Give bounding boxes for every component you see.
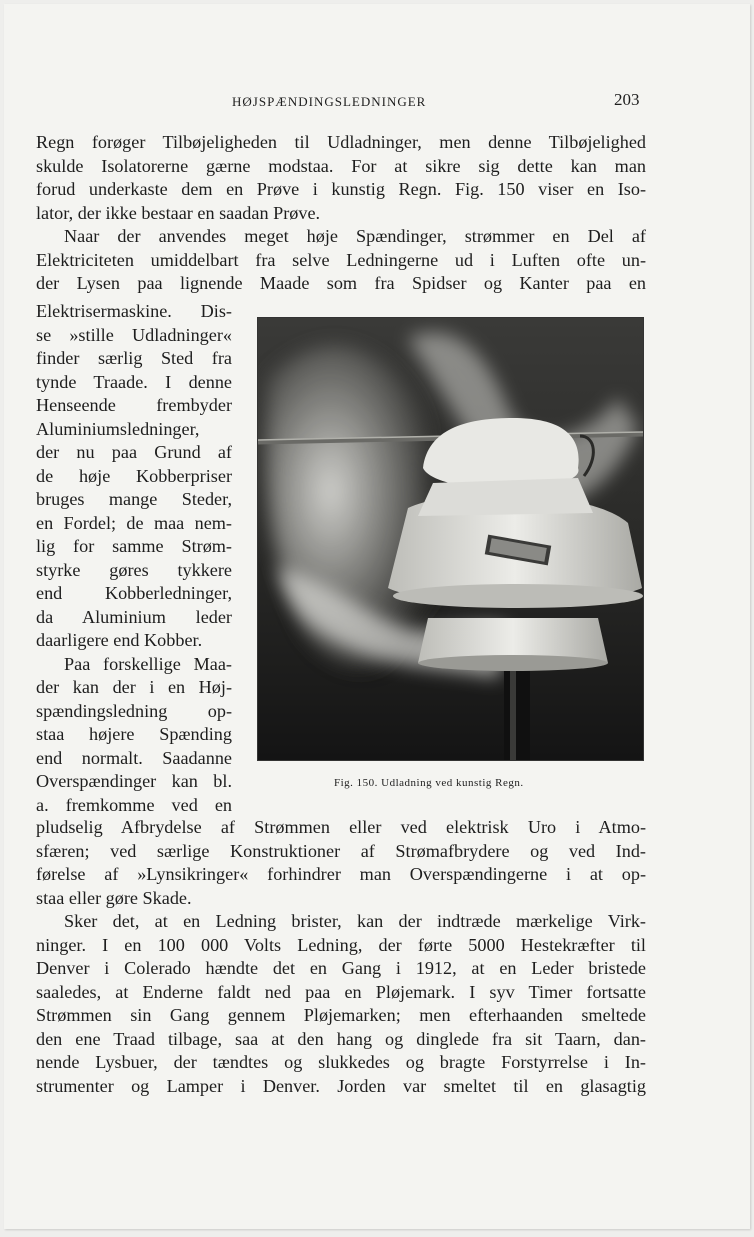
text-line: Elektrisermaskine. Dis-	[36, 301, 232, 321]
text-block-narrow	[36, 300, 232, 817]
text-line: lig for samme Strøm-	[36, 536, 232, 556]
text-line: Overspændinger kan bl.	[36, 771, 232, 791]
text-line: Elektriciteten umiddelbart fra selve Ledningerne ud i Luften ofte un-	[36, 249, 646, 270]
text-line: end Kobberledninger,	[36, 583, 232, 603]
text-line: tynde Traade. I denne	[36, 371, 232, 392]
text-line: styrke gøres tykkere	[36, 559, 232, 580]
text-line: førelse af »Lynsikringer« forhindrer man Overspændingerne i at op-	[36, 864, 646, 884]
text-line: Naar der anvendes meget høje Spændinger, strømmer en Del af	[64, 226, 646, 246]
text-line: lator, der ikke bestaar en saadan Prøve.	[36, 202, 321, 223]
text-line: se »stille Udladninger«	[36, 324, 232, 345]
text-line: der kan der i en Høj-	[36, 677, 232, 697]
text-line: bruges mange Steder,	[36, 489, 232, 509]
text-line: sfæren; ved særlige Konstruktioner af Strømafbrydere og ved Ind-	[36, 840, 646, 861]
text-line: staa højere Spænding	[36, 724, 232, 744]
text-line: den ene Traad tilbage, saa at den hang og dinglede fra sit Taarn, dan-	[36, 1028, 646, 1049]
text-line: der Lysen paa lignende Maade som fra Spidser og Kanter paa en	[36, 273, 646, 293]
text-line: spændingsledning op-	[36, 700, 232, 721]
book-page	[4, 4, 750, 1229]
text-line: end normalt. Saadanne	[36, 747, 232, 768]
running-head: HØJSPÆNDINGSLEDNINGER	[232, 94, 427, 109]
figure-photo	[257, 317, 644, 761]
text-line: pludselig Afbrydelse af Strømmen eller ved elektrisk Uro i Atmo-	[36, 817, 646, 837]
text-line: nende Lysbuer, der tændtes og slukkedes og bragte Forstyrrelse i In-	[36, 1052, 646, 1072]
text-line: Strømmen sin Gang gennem Pløjemarken; men efterhaanden smeltede	[36, 1005, 646, 1025]
text-block-top	[36, 131, 646, 296]
text-line: der nu paa Grund af	[36, 442, 232, 462]
text-line: Regn forøger Tilbøjeligheden til Udladninger, men denne Tilbøjelighed	[36, 132, 646, 152]
text-line: forud underkaste dem en Prøve i kunstig Regn. Fig. 150 viser en Iso-	[36, 179, 646, 199]
text-line: saaledes, at Enderne faldt ned paa en Pløjemark. I syv Timer fortsatte	[36, 981, 646, 1002]
page-number: 203	[614, 90, 640, 109]
text-line: Aluminiumsledninger,	[36, 418, 200, 439]
text-line: skulde Isolatorerne gærne modstaa. For at sikre sig dette kan man	[36, 155, 646, 176]
text-line: ninger. I en 100 000 Volts Ledning, der førte 5000 Hestekræfter til	[36, 934, 646, 955]
text-line: finder særlig Sted fra	[36, 348, 232, 368]
figure-caption: Fig. 150. Udladning ved kunstig Regn.	[334, 777, 524, 789]
text-line: de høje Kobberpriser	[36, 465, 232, 486]
text-line: en Fordel; de maa nem-	[36, 512, 232, 533]
text-line: strumenter og Lamper i Denver. Jorden var smeltet til en glasagtig	[36, 1075, 646, 1096]
text-line: Paa forskellige Maa-	[64, 653, 232, 674]
text-line: staa eller gøre Skade.	[36, 887, 192, 908]
text-line: Sker det, at en Ledning brister, kan der indtræde mærkelige Virk-	[64, 911, 646, 931]
text-line: Henseende frembyder	[36, 395, 232, 415]
insulator-photo	[258, 318, 643, 760]
text-line: a. fremkomme ved en	[36, 794, 232, 815]
text-line: Denver i Colerado hændte det en Gang i 1912, at en Leder bristede	[36, 958, 646, 978]
text-line: da Aluminium leder	[36, 606, 232, 627]
text-line: daarligere end Kobber.	[36, 630, 203, 650]
text-block-bottom	[36, 816, 646, 1098]
